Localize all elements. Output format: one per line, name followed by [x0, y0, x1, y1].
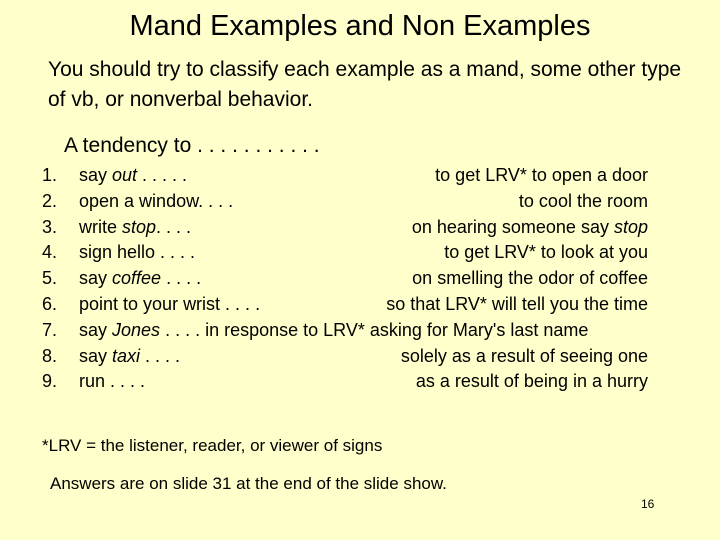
- item-left-post: . . . .: [140, 345, 181, 366]
- page-number: 16: [641, 497, 655, 511]
- item-left-text: [79, 240, 195, 266]
- item-left-pre: point to your wrist . . . .: [79, 293, 261, 314]
- list-item: [42, 240, 648, 266]
- item-number: 2.: [42, 190, 58, 211]
- item-left-text: [79, 369, 145, 395]
- list-item: [42, 215, 648, 241]
- item-left-pre: write: [79, 216, 123, 237]
- tendency-heading: A tendency to . . . . . . . . . . .: [64, 134, 320, 157]
- item-right-text: [435, 163, 648, 189]
- item-left-text: [79, 292, 260, 318]
- item-right-pre: as a result of being in a hurry: [415, 371, 648, 392]
- item-right-pre: on hearing someone say: [411, 216, 614, 237]
- item-left-italic: out: [112, 165, 138, 185]
- item-left-text: [79, 344, 180, 370]
- item-number: 6.: [42, 293, 58, 314]
- item-right-text: [444, 240, 648, 266]
- item-left-italic: coffee: [112, 268, 162, 289]
- item-left-italic: stop: [122, 216, 157, 237]
- item-right-pre: so that LRV* will tell you the time: [386, 293, 648, 314]
- item-left-pre: say: [79, 319, 113, 340]
- item-number: 4.: [42, 242, 58, 263]
- footnote: *LRV = the listener, reader, or viewer of signs: [42, 436, 383, 455]
- item-left-pre: say: [79, 268, 113, 289]
- list-item: [42, 189, 648, 215]
- item-right-text: [416, 369, 648, 395]
- item-right-pre: to get LRV* to look at you: [444, 242, 648, 263]
- list-item: [42, 292, 648, 318]
- item-left-pre: say: [79, 165, 113, 185]
- item-left-text: [79, 318, 588, 344]
- item-left-text: [79, 266, 201, 292]
- item-left-pre: sign hello . . . .: [79, 242, 196, 263]
- item-left-post: . . . .: [161, 268, 202, 289]
- item-number: 1.: [42, 165, 58, 185]
- item-right-text: [412, 215, 648, 241]
- item-left-post: . . . . .: [137, 165, 188, 185]
- item-right-text: [519, 189, 648, 215]
- answers-note: Answers are on slide 31 at the end of the slide show.: [50, 474, 447, 493]
- list-item: [42, 266, 648, 292]
- example-list: [42, 163, 648, 395]
- slide-title: Mand Examples and Non Examples: [129, 10, 591, 42]
- item-left-text: [79, 215, 191, 241]
- item-right-text: [401, 344, 648, 370]
- item-number: 9.: [42, 371, 58, 392]
- item-right-italic: stop: [613, 216, 648, 237]
- item-left-text: [79, 189, 233, 215]
- item-left-italic: taxi: [112, 345, 141, 366]
- item-left-post: . . . . in response to LRV* asking for Mary's last name: [160, 319, 589, 340]
- item-left-post: . . . .: [156, 216, 192, 237]
- item-right-text: [412, 266, 648, 292]
- item-left-italic: Jones: [112, 319, 161, 340]
- item-right-pre: to get LRV* to open a door: [435, 165, 648, 185]
- list-item: [42, 318, 648, 344]
- list-item: [42, 369, 648, 395]
- item-number: 7.: [42, 319, 58, 340]
- item-right-pre: to cool the room: [518, 190, 648, 211]
- item-left-pre: run . . . .: [79, 371, 146, 392]
- item-right-pre: solely as a result of seeing one: [400, 345, 648, 366]
- item-left-pre: open a window. . . .: [79, 190, 234, 211]
- item-number: 3.: [42, 216, 58, 237]
- item-number: 5.: [42, 268, 58, 289]
- intro-text: You should try to classify each example as a mand, some other type of vb, or nonverbal behavior.: [48, 58, 682, 111]
- list-item: [42, 344, 648, 370]
- list-item: [42, 163, 648, 189]
- item-right-pre: on smelling the odor of coffee: [412, 268, 648, 289]
- item-left-pre: say: [79, 345, 113, 366]
- item-left-text: [79, 163, 187, 189]
- item-right-text: [386, 292, 648, 318]
- item-number: 8.: [42, 345, 58, 366]
